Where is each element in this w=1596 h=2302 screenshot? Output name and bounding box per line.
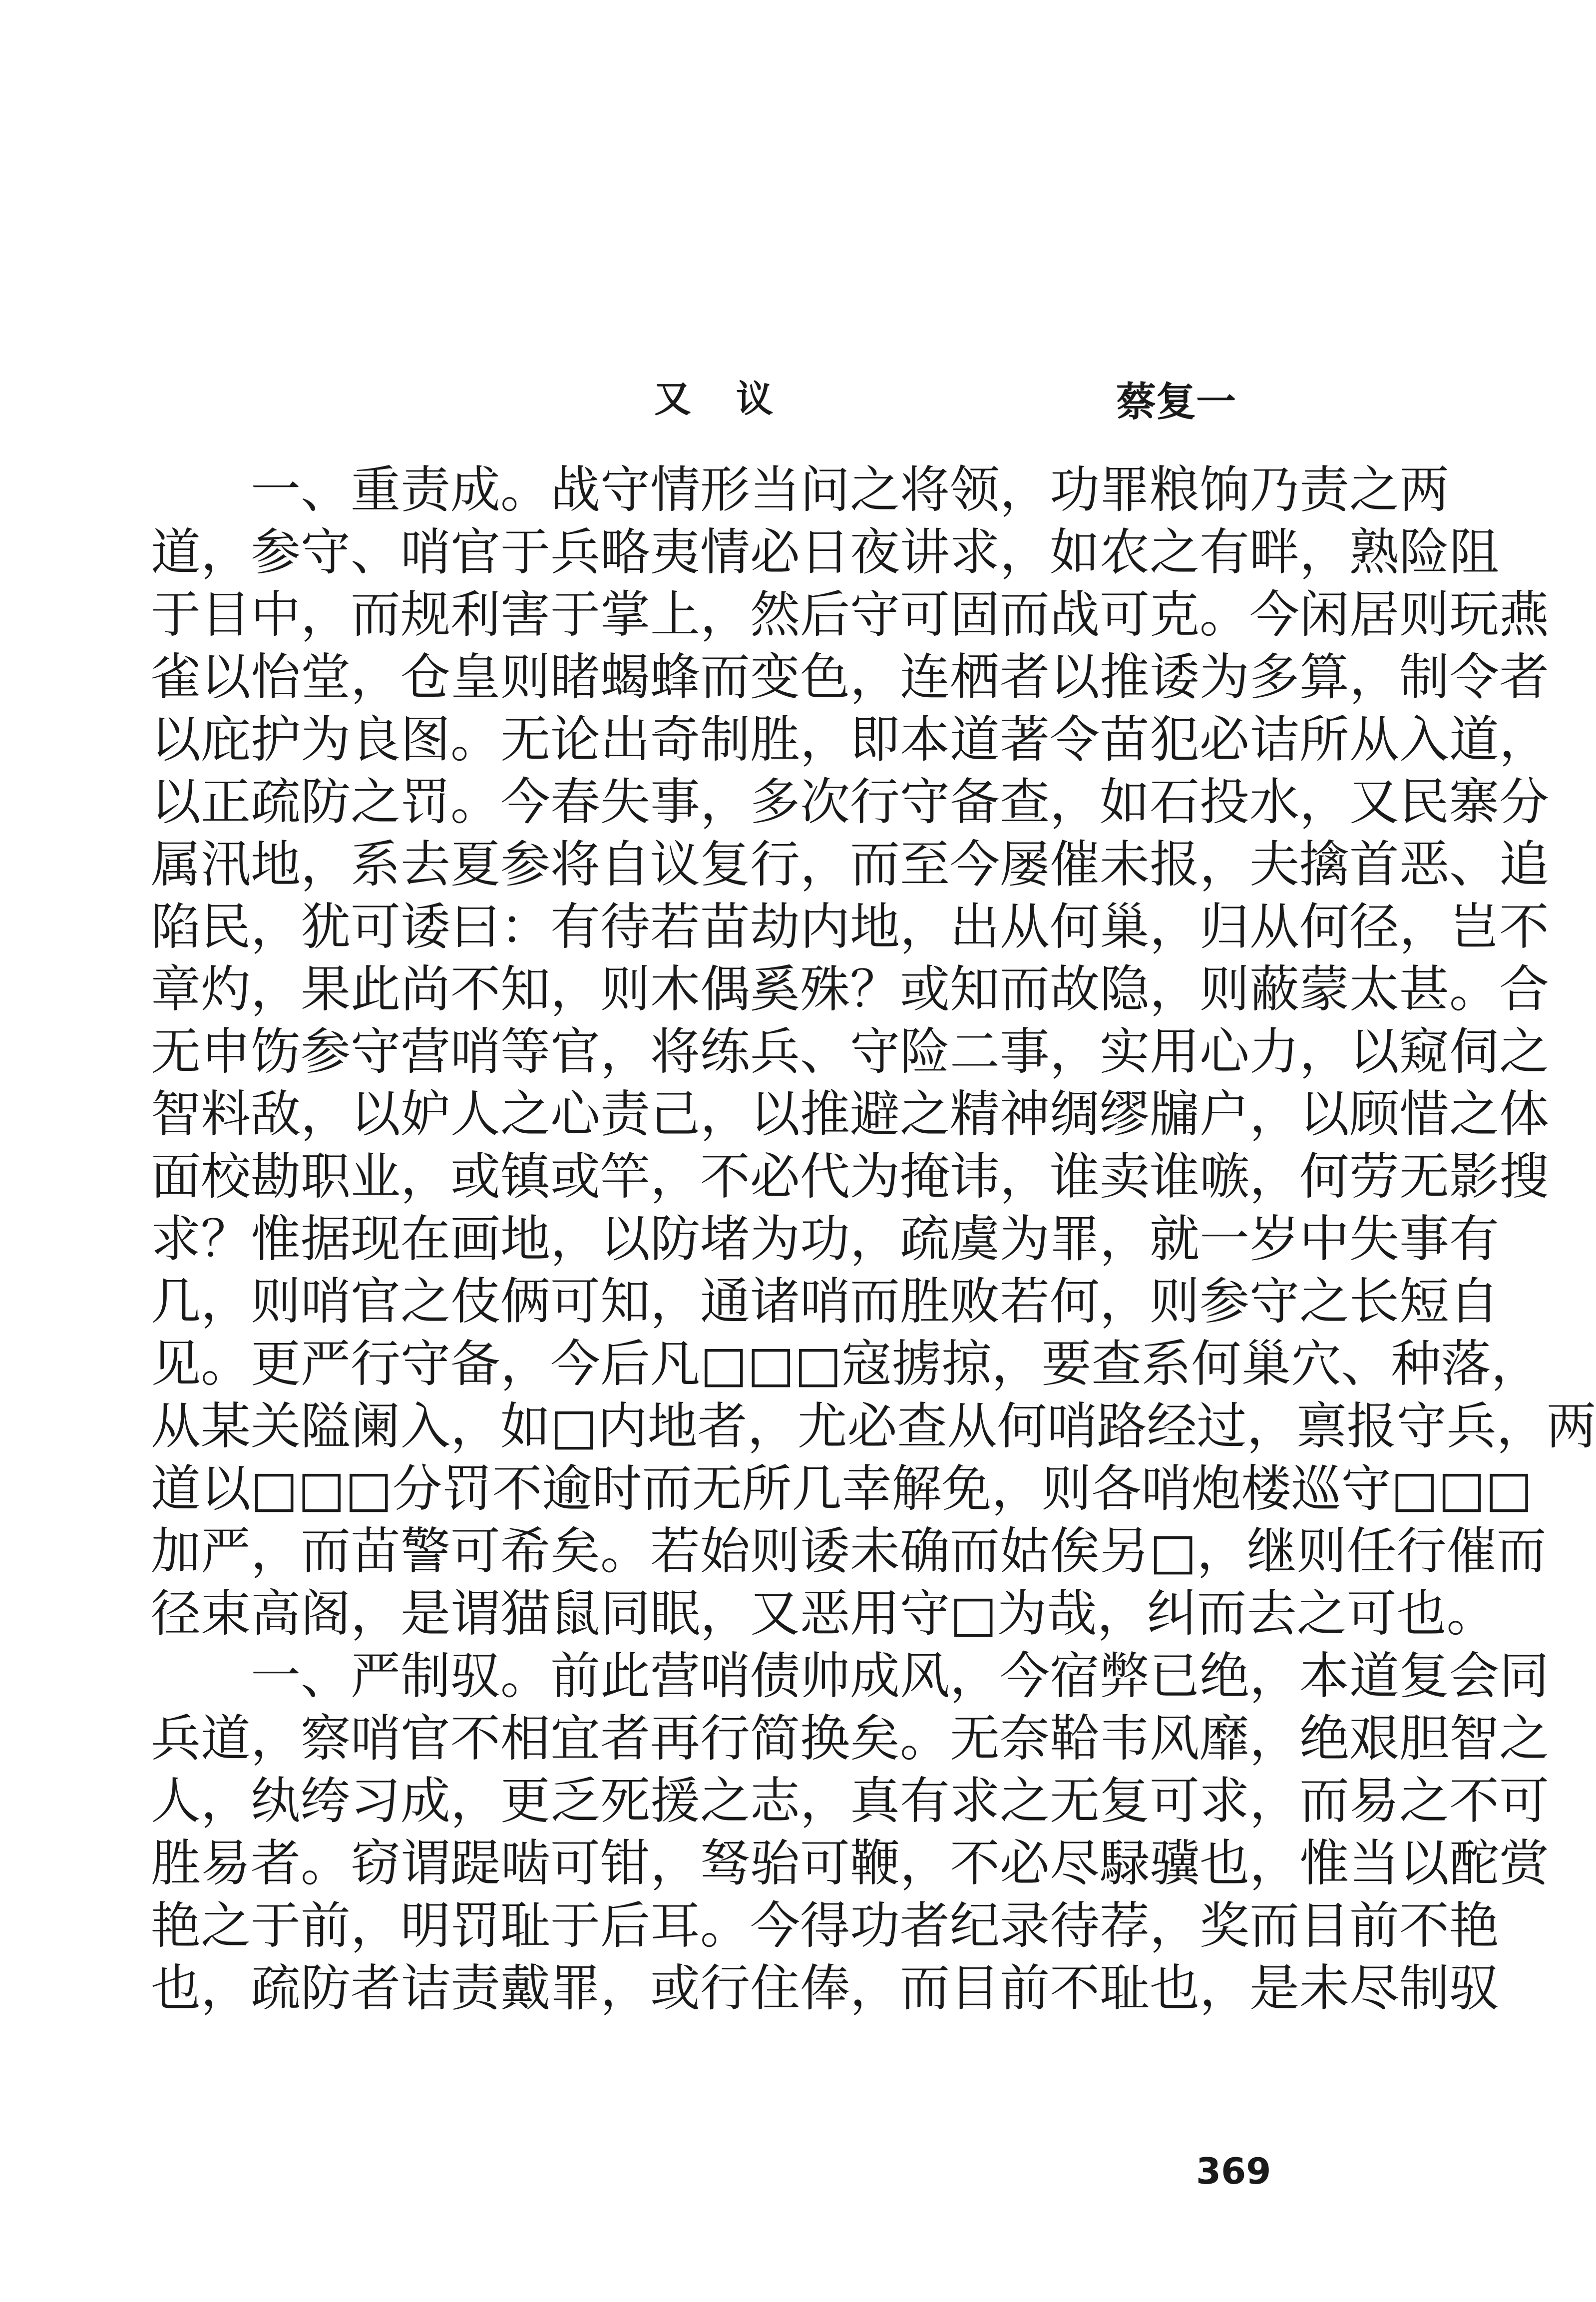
text-line: 加严，而苗警可希矣。若始则诿未确而姑俟另□，继则任行催而 — [151, 1522, 1547, 1580]
text-line: 从某关隘阑入，如□内地者，尤必查从何哨路经过，禀报守兵，两 — [151, 1397, 1596, 1455]
text-line: 求？惟据现在画地，以防堵为功，疏虞为罪，就一岁中失事有 — [151, 1210, 1499, 1268]
text-line: 面校勘职业，或镇或竿，不必代为掩讳，谁卖谁嗾，何劳无影搜 — [151, 1147, 1549, 1206]
text-line: 以正疏防之罚。今春失事，多次行守备查，如石投水，又民寨分 — [151, 773, 1549, 831]
text-line: 兵道，察哨官不相宜者再行简换矣。无奈鞈韦风靡，绝艰胆智之 — [151, 1709, 1549, 1768]
text-line: 道以□□□分罚不逾时而无所几幸解免，则各哨炮楼巡守□□□ — [151, 1459, 1533, 1518]
text-line: 几，则哨官之伎俩可知，通诸哨而胜败若何，则参守之长短自 — [151, 1272, 1499, 1331]
text-line: 无申饬参守营哨等官，将练兵、守险二事，实用心力，以窥伺之 — [151, 1022, 1549, 1081]
author-name: 蔡复一 — [1116, 378, 1236, 425]
text-line: 一、重责成。战守情形当问之将领，功罪粮饷乃责之两 — [251, 460, 1449, 519]
text-line: 人，纨绔习成，更乏死援之志，真有求之无复可求，而易之不可 — [151, 1772, 1549, 1830]
page-header — [0, 370, 1501, 425]
section-title: 又议 — [654, 378, 818, 421]
text-line: 于目中，而规利害于掌上，然后守可固而战可克。今闲居则玩燕 — [151, 585, 1549, 644]
text-line: 智料敌，以妒人之心责己，以推避之精神绸缪牖户，以顾惜之体 — [151, 1085, 1549, 1143]
text-line: 陷民，犹可诿曰：有待若苗劫内地，出从何巢，归从何径，岂不 — [151, 898, 1549, 956]
text-line: 艳之于前，明罚耻于后耳。今得功者纪录待荐，奖而目前不艳 — [151, 1896, 1499, 1955]
text-line: 径束高阁，是谓猫鼠同眠，又恶用守□为哉，纠而去之可也。 — [151, 1584, 1497, 1643]
text-line: 一、严制驭。前此营哨债帅成风，今宿弊已绝，本道复会同 — [251, 1647, 1549, 1705]
text-line: 胜易者。窃谓踶啮可钳，驽骀可鞭，不必尽騄骥也，惟当以酡赏 — [151, 1834, 1549, 1892]
text-line: 雀以怡堂，仓皇则睹蝎蜂而变色，连栖者以推诿为多算，制令者 — [151, 648, 1549, 706]
text-line: 章灼，果此尚不知，则木偶奚殊？或知而故隐，则蔽蒙太甚。合 — [151, 960, 1549, 1018]
text-line: 见。更严行守备，今后凡□□□寇掳掠，要查系何巢穴、种落， — [151, 1335, 1541, 1393]
page-number: 369 — [1196, 2150, 1271, 2192]
text-line: 也，疏防者诘责戴罪，或行住俸，而目前不耻也，是未尽制驭 — [151, 1959, 1499, 2017]
text-line: 以庇护为良图。无论出奇制胜，即本道著令苗犯必诘所从入道， — [151, 710, 1549, 769]
body-text — [151, 459, 1596, 2019]
text-line: 道，参守、哨官于兵略夷情必日夜讲求，如农之有畔，熟险阻 — [151, 523, 1499, 581]
text-line: 属汛地，系去夏参将自议复行，而至今屡催未报，夫擒首恶、追 — [151, 835, 1549, 894]
